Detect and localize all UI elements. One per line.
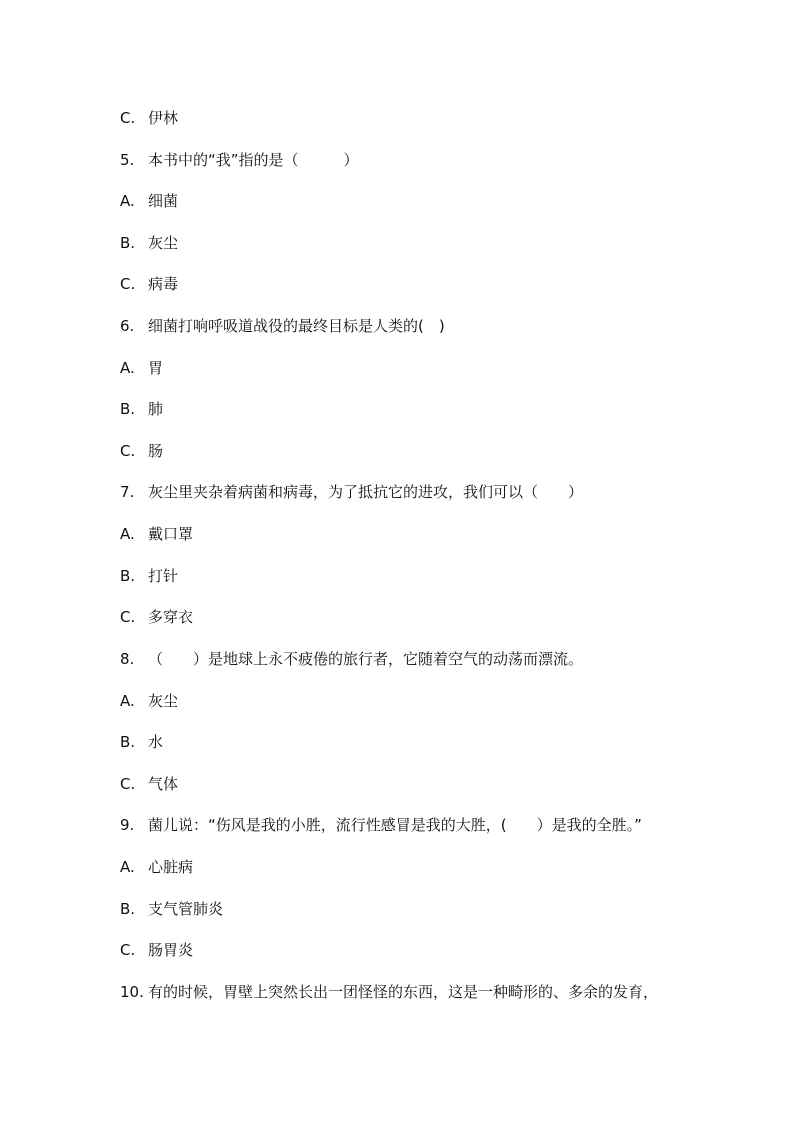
- option-b-line: [120, 564, 178, 588]
- option-label: C.: [120, 275, 136, 293]
- option-text: 伊林: [148, 109, 179, 127]
- option-text: 病毒: [148, 275, 179, 293]
- option-text: 支气管肺炎: [148, 900, 224, 918]
- option-c-line: [120, 938, 193, 962]
- option-a-line: [120, 689, 178, 713]
- question-text: 菌儿说：“伤风是我的小胜，流行性感冒是我的大胜，( ）是我的全胜。”: [148, 816, 642, 834]
- option-c-line: [120, 772, 178, 796]
- question-10: [120, 980, 658, 1004]
- option-text: 气体: [148, 775, 179, 793]
- option-a-line: [120, 356, 163, 380]
- option-text: 打针: [148, 567, 179, 585]
- option-label: A.: [120, 525, 135, 543]
- question-9: [120, 813, 642, 837]
- question-text: 本书中的“我”指的是（ ）: [148, 151, 359, 169]
- option-b-line: [120, 397, 163, 421]
- option-label: C.: [120, 941, 136, 959]
- question-number: 8.: [120, 650, 135, 668]
- option-label: C.: [120, 442, 136, 460]
- option-text: 肠: [148, 442, 164, 460]
- option-c-line: [120, 439, 163, 463]
- option-label: A.: [120, 359, 135, 377]
- question-5: [120, 148, 359, 172]
- question-number: 9.: [120, 816, 135, 834]
- question-text: 灰尘里夹杂着病菌和病毒，为了抵抗它的进攻，我们可以（ ）: [148, 483, 584, 501]
- option-text: 细菌: [148, 192, 179, 210]
- option-a-line: [120, 522, 193, 546]
- question-text: 细菌打响呼吸道战役的最终目标是人类的( ): [148, 317, 445, 335]
- option-label: B.: [120, 900, 136, 918]
- option-c-line: [120, 605, 193, 629]
- question-number: 7.: [120, 483, 135, 501]
- option-label: B.: [120, 567, 136, 585]
- option-a-line: [120, 855, 193, 879]
- option-text: 灰尘: [148, 234, 179, 252]
- option-label: B.: [120, 400, 136, 418]
- option-text: 肺: [148, 400, 164, 418]
- option-label: A.: [120, 692, 135, 710]
- option-a-line: [120, 189, 178, 213]
- option-label: C.: [120, 109, 136, 127]
- option-c-line: [120, 106, 178, 130]
- option-label: A.: [120, 192, 135, 210]
- option-text: 心脏病: [148, 858, 194, 876]
- option-label: C.: [120, 608, 136, 626]
- option-text: 戴口罩: [148, 525, 194, 543]
- option-text: 胃: [148, 359, 164, 377]
- question-8: [120, 647, 583, 671]
- option-label: B.: [120, 733, 136, 751]
- option-b-line: [120, 730, 163, 754]
- question-number: 5.: [120, 151, 135, 169]
- option-label: C.: [120, 775, 136, 793]
- option-text: 肠胃炎: [148, 941, 194, 959]
- question-6: [120, 314, 445, 338]
- option-label: B.: [120, 234, 136, 252]
- question-text: 有的时候，胃壁上突然长出一团怪怪的东西，这是一种畸形的、多余的发育，: [148, 983, 659, 1001]
- question-7: [120, 480, 583, 504]
- option-b-line: [120, 897, 223, 921]
- question-text: （ ）是地球上永不疲倦的旅行者，它随着空气的动荡而漂流。: [148, 650, 584, 668]
- option-b-line: [120, 231, 178, 255]
- option-text: 灰尘: [148, 692, 179, 710]
- option-text: 水: [148, 733, 164, 751]
- option-text: 多穿衣: [148, 608, 194, 626]
- question-number: 10.: [120, 983, 144, 1001]
- question-number: 6.: [120, 317, 135, 335]
- option-c-line: [120, 272, 178, 296]
- option-label: A.: [120, 858, 135, 876]
